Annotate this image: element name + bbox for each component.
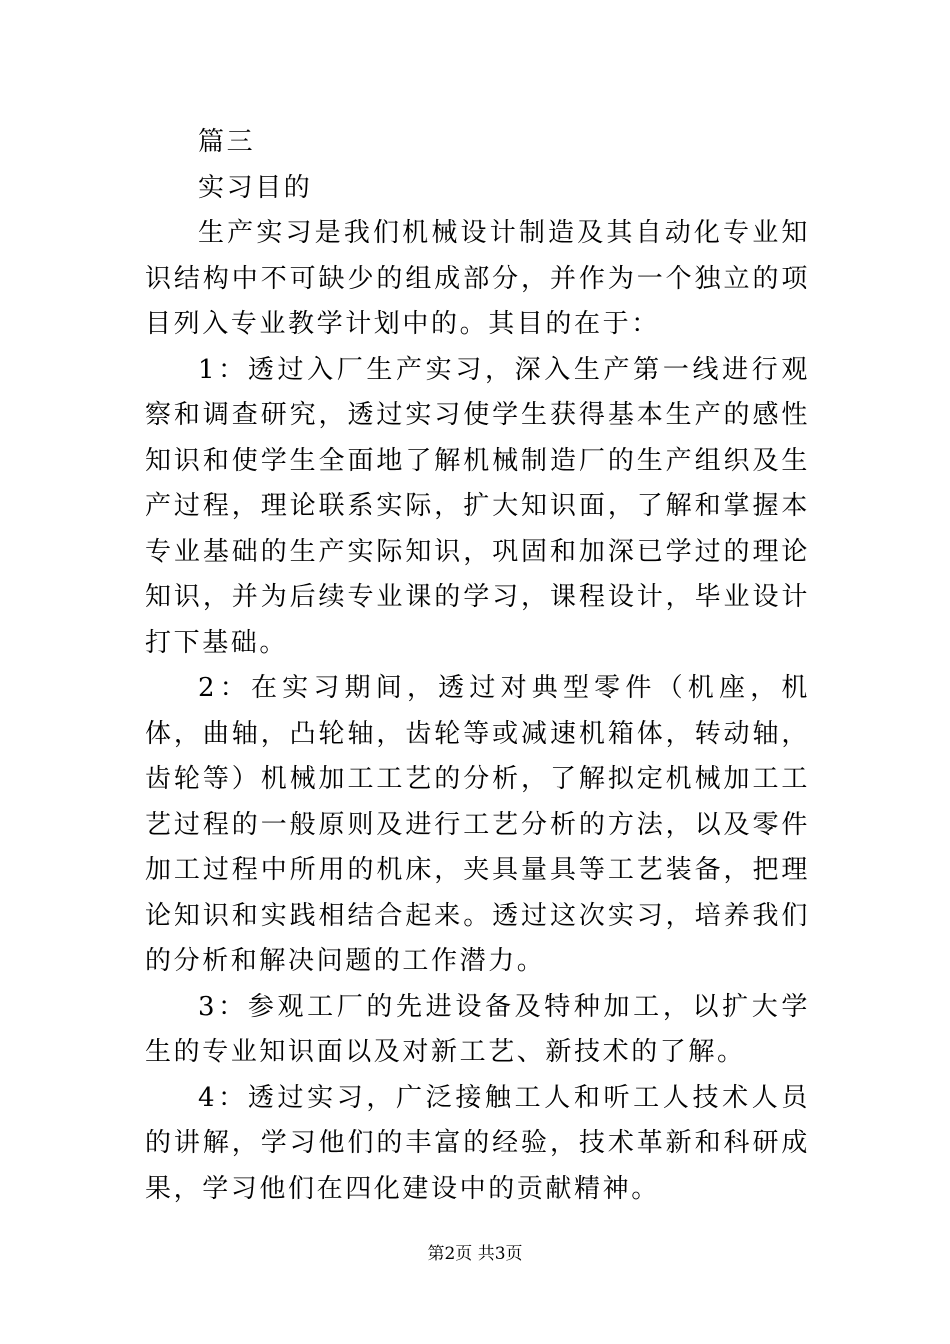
page-footer	[0, 1242, 950, 1266]
paragraph-intro: 生产实习是我们机械设计制造及其自动化专业知识结构中不可缺少的组成部分，并作为一个独立的项目列入专业教学计划中的。其目的在于：	[145, 218, 810, 339]
page-number: 第2页 共3页	[427, 1244, 523, 1264]
document-body	[145, 120, 810, 1212]
section-heading: 篇三	[198, 127, 256, 157]
paragraph-point-4: 4：透过实习，广泛接触工人和听工人技术人员的讲解，学习他们的丰富的经验，技术革新和科研成果，学习他们在四化建设中的贡献精神。	[145, 1082, 810, 1204]
paragraph-point-3: 3：参观工厂的先进设备及特种加工，以扩大学生的专业知识面以及对新工艺、新技术的了解。	[145, 991, 810, 1067]
paragraph-point-2: 2：在实习期间，透过对典型零件（机座，机体，曲轴，凸轮轴，齿轮等或减速机箱体，转动轴，齿轮等）机械加工工艺的分析，了解拟定机械加工工艺过程的一般原则及进行工艺分析的方法，以及零件加工过程中所用的机床，夹具量具等工艺装备，把理论知识和实践相结合起来。透过这次实习，培养我们的分析和解决问题的工作潜力。	[145, 673, 810, 976]
paragraph-point-1: 1：透过入厂生产实习，深入生产第一线进行观察和调查研究，透过实习使学生获得基本生产的感性知识和使学生全面地了解机械制造厂的生产组织及生产过程，理论联系实际，扩大知识面，了解和掌握本专业基础的生产实际知识，巩固和加深已学过的理论知识，并为后续专业课的学习，课程设计，毕业设计打下基础。	[145, 354, 810, 658]
section-subheading: 实习目的	[198, 172, 313, 203]
